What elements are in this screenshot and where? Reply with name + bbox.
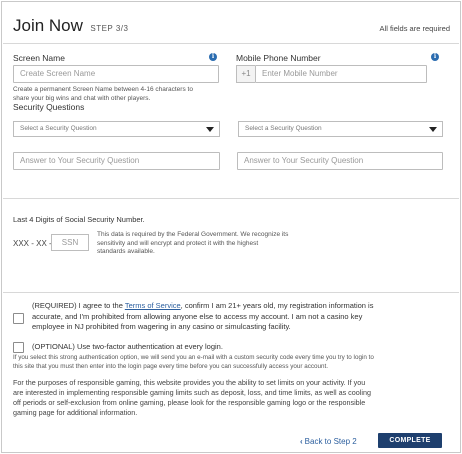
- responsible-gaming-line: are interested in implementing responsible gaming limits such as deposit, loss, and time limits, as well as cooling: [13, 388, 371, 397]
- country-code: +1: [236, 65, 255, 83]
- screen-name-help-line: Create a permanent Screen Name between 4-16 characters to: [13, 86, 193, 93]
- screen-name-input[interactable]: Create Screen Name: [13, 65, 219, 83]
- page-header: [13, 16, 128, 36]
- terms-checkbox[interactable]: [13, 313, 24, 324]
- ssn-note: [97, 231, 327, 257]
- security-question-select-2-value: Select a Security Question: [245, 125, 322, 132]
- terms-consent-text: [32, 301, 452, 333]
- step-indicator: STEP 3/3: [90, 24, 129, 33]
- two-factor-note-line: this site that you must then enter into the login page every time before you can successfully access your account.: [13, 362, 329, 370]
- terms-consent-suffix: , confirm I am 21+ years old, my registration information is: [180, 301, 374, 310]
- back-link-label: Back to Step 2: [304, 437, 357, 446]
- ssn-note-line: standards available.: [97, 248, 155, 255]
- ssn-note-line: sensitivity and will encrypt and protect it with the highest: [97, 239, 259, 247]
- responsible-gaming-text: [13, 378, 453, 418]
- back-to-step-2-link[interactable]: [300, 437, 357, 446]
- ssn-label: Last 4 Digits of Social Security Number.: [13, 215, 145, 224]
- section-divider: [3, 292, 459, 293]
- security-questions-label: Security Questions: [13, 102, 85, 112]
- terms-consent-line: accurate, and I'm prohibited from allowing anyone else to access my account. I am not a casino key: [32, 311, 363, 321]
- two-factor-label: (OPTIONAL) Use two-factor authentication at every login.: [32, 342, 223, 351]
- chevron-down-icon: [206, 127, 214, 132]
- two-factor-checkbox[interactable]: [13, 342, 24, 353]
- screen-name-label: Screen Name: [13, 53, 65, 63]
- complete-button[interactable]: COMPLETE: [378, 433, 442, 448]
- ssn-prefix: XXX - XX -: [13, 239, 52, 248]
- security-question-select-2[interactable]: [238, 121, 443, 137]
- terms-consent-prefix: (REQUIRED) I agree to the: [32, 301, 125, 310]
- terms-consent-line: employee in NJ prohibited from wagering in any casino or simulcasting facility.: [32, 322, 291, 331]
- chevron-left-icon: ‹: [300, 437, 303, 446]
- chevron-down-icon: [429, 127, 437, 132]
- page-title: Join Now: [13, 16, 83, 35]
- screen-name-help: [13, 86, 228, 103]
- section-divider: [3, 198, 459, 199]
- responsible-gaming-line: off periods or self-exclusion from online gaming, please look for the responsible gaming logo or the responsible: [13, 398, 366, 407]
- responsible-gaming-line: For the purposes of responsible gaming, this website provides you the ability to set limits on your activity. If you: [13, 378, 366, 387]
- ssn-note-line: This data is required by the Federal Government. We recognize its: [97, 231, 289, 238]
- terms-of-service-link[interactable]: Terms of Service: [124, 301, 181, 310]
- security-question-select-1[interactable]: [13, 121, 220, 137]
- security-question-select-1-value: Select a Security Question: [20, 125, 97, 132]
- registration-panel: [1, 1, 461, 453]
- screen-name-help-line: share your big wins and chat with other players.: [13, 94, 151, 102]
- two-factor-note-line: If you select this strong authentication option, we will send you an e-mail with a custom security code every time you try to login to: [13, 354, 374, 361]
- mobile-label: Mobile Phone Number: [236, 53, 321, 63]
- security-answer-input-1[interactable]: Answer to Your Security Question: [13, 152, 220, 170]
- ssn-input[interactable]: SSN: [51, 234, 89, 251]
- two-factor-note: [13, 354, 453, 371]
- security-answer-input-2[interactable]: Answer to Your Security Question: [237, 152, 443, 170]
- responsible-gaming-line: gaming page for additional information.: [13, 408, 138, 417]
- header-divider: [3, 43, 459, 44]
- terms-consent-line: [32, 301, 452, 312]
- mobile-input[interactable]: Enter Mobile Number: [255, 65, 427, 83]
- screen-name-info-icon[interactable]: i: [209, 53, 217, 61]
- required-note: All fields are required: [379, 24, 450, 33]
- mobile-info-icon[interactable]: i: [431, 53, 439, 61]
